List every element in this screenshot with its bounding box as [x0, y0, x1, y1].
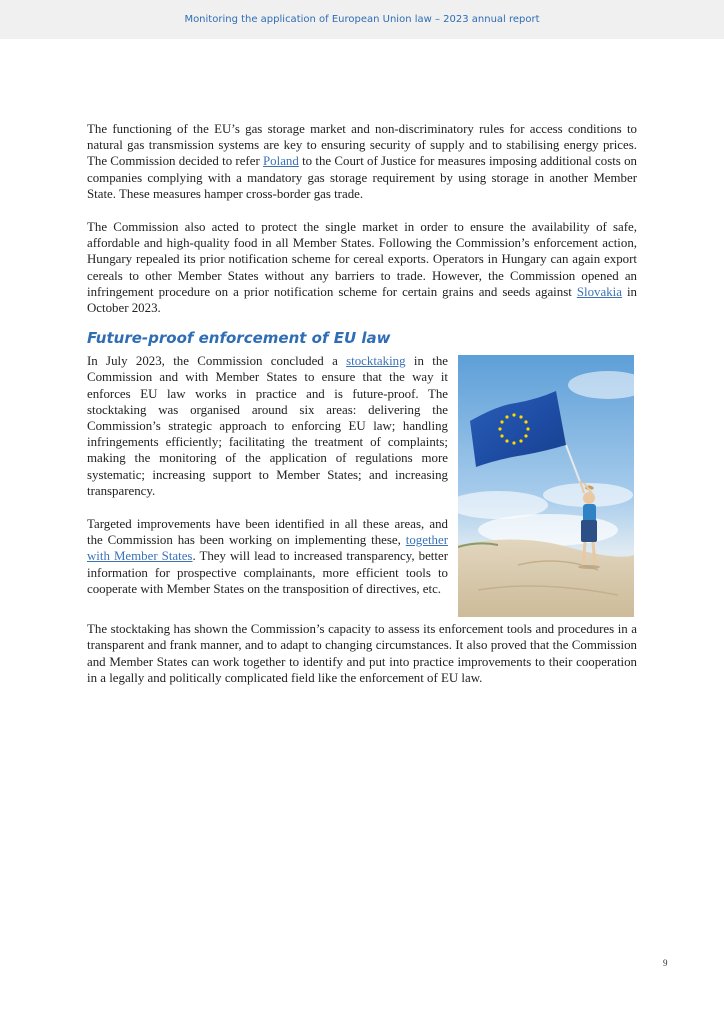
paragraph-food-market: The Commission also acted to protect the single market in order to ensure the availability of safe, affordable and high-quality food in all Member States. Following the Commission’s enforcement action, Hungary repealed its prior notification scheme for cereal exports. Operators in Hungary can again export cereals to other Member States without any barriers to trade. However, the Commission opened an infringement procedure on a prior notification scheme for certain grains and seeds against Slovakia in October 2023. [87, 220, 638, 316]
stocktaking-link[interactable]: stocktaking [346, 354, 406, 369]
paragraph-conclusion: The stocktaking has shown the Commission’s capacity to assess its enforcement tools and procedures in a transparent and frank manner, and to adapt to changing circumstances. It also proved that the Commission and Member States can work together to identify and put into practice improvements to their cooperation in a legally and politically complicated field like the enforcement of EU law. [87, 622, 637, 685]
paragraph-improvements: Targeted improvements have been identified in all these areas, and the Commission has been working on implementing these, together with Member States. They will lead to increased transparency, better information for prospective complainants, more efficient tools to cooperate with Member States on the transposition of directives, etc. [87, 517, 448, 596]
running-header [0, 0, 724, 39]
eu-flag-photo-illustration [458, 355, 634, 617]
paragraph-stocktaking: In July 2023, the Commission concluded a stocktaking in the Commission and with Member States to ensure that the way it enforces EU law works in practice and is future-proof. The stocktaking was organised around six areas: delivering the Commission’s strategic approach to enforcing EU law; handling infringements efficiently; facilitating the treatment of complaints; making the monitoring of the application of regulations more systematic; increasing support to Member States; and increasing transparency. [87, 354, 448, 498]
section-body [87, 353, 637, 686]
page-content [87, 121, 637, 686]
eu-flag-photo [458, 355, 634, 617]
member-states-link[interactable]: together with Member States [87, 533, 448, 564]
poland-link[interactable]: Poland [263, 154, 299, 169]
slovakia-link[interactable]: Slovakia [576, 284, 622, 299]
section-heading: Future-proof enforcement of EU law [87, 329, 391, 348]
paragraph-gas-storage: The functioning of the EU’s gas storage market and non-discriminatory rules for access conditions to natural gas transmission systems are key to ensuring security of supply and to stabilising energy prices. The Commission decided to refer Poland to the Court of Justice for measures imposing additional costs on companies complying with a mandatory gas storage requirement by using storage in another Member State. These measures hamper cross-border gas trade. [87, 122, 637, 201]
page-number: 9 [663, 958, 668, 968]
running-header-title: Monitoring the application of European Union law – 2023 annual report [184, 14, 540, 25]
